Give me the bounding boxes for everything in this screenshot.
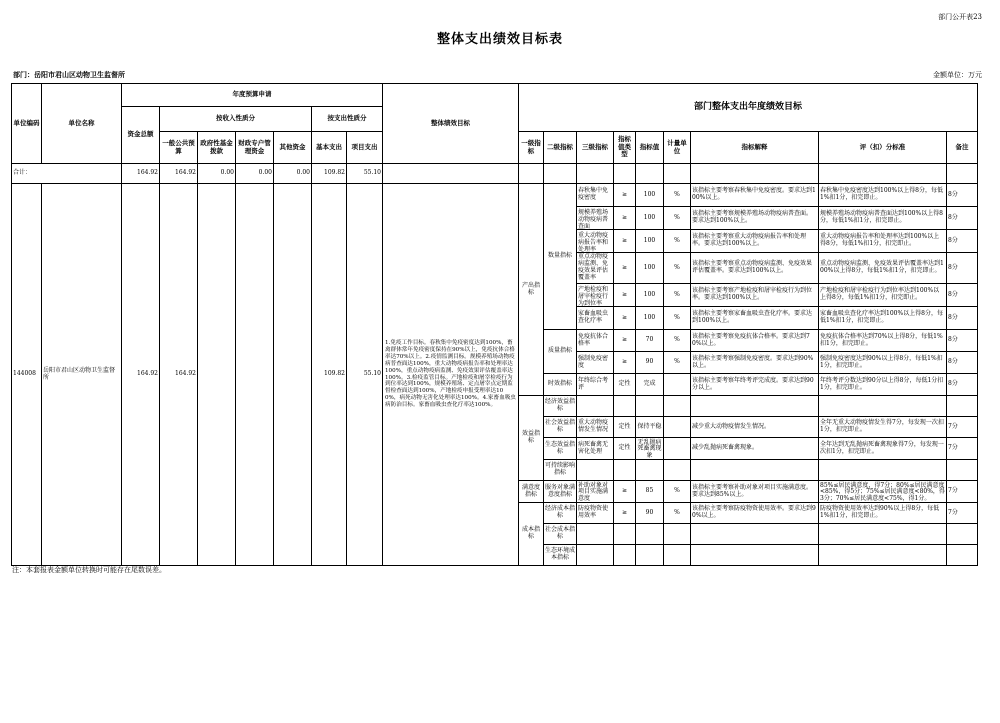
value-cell: 无乱抛病死畜禽现象 [637, 438, 662, 460]
value-cell: 100 [636, 307, 664, 330]
measure-unit-cell: % [664, 253, 691, 284]
l3-cell: 产地检疫和屠宰检疫行为到位率 [578, 286, 609, 307]
value-cell: 100 [636, 284, 664, 307]
value-cell: 90 [636, 503, 664, 524]
scoring-header: 评（扣）分标准 [819, 132, 947, 164]
remark-cell: 7分 [947, 481, 978, 503]
value-cell: 完成 [636, 374, 664, 396]
l1-satisfaction: 满意度指标 [519, 481, 544, 503]
project-exp-header: 项目支出 [347, 132, 383, 164]
footnote: 注：本套报表金额单位转换时可能存在尾数误差。 [12, 566, 166, 574]
value-type-cell: ≥ [614, 481, 636, 503]
total-special-value: 0.00 [236, 164, 274, 184]
l3-cell: 重点动物疫病监测、免疫效果评估覆盖率 [578, 253, 609, 281]
l1-benefit: 效益指标 [519, 396, 544, 481]
l2-eco-cost: 生态环境成本指标 [544, 545, 577, 566]
value-cell: 90 [636, 352, 664, 374]
score-cell: 春秋集中免疫密度达到100%以上得8分，每低1%扣1分，扣完即止。 [820, 187, 943, 201]
unit-code-header: 单位编码 [12, 84, 42, 164]
measure-unit-cell: % [664, 207, 691, 230]
value-type-cell: ≥ [614, 207, 636, 230]
value-cell: 100 [636, 207, 664, 230]
measure-unit-cell: % [664, 481, 691, 503]
total-funds-value: 164.92 [122, 164, 160, 184]
value-type-cell: ≥ [614, 184, 636, 207]
l3-cell: 重大动物疫病报告率和处理率 [578, 232, 609, 253]
measure-unit-cell [664, 417, 691, 438]
overall-goal-text: 1.免疫工作目标。春秋集中免疫密度达到100%，畜禽群体常年免疫密度保持在90%以上，免疫抗体合格率达70%以上。2.疫情监测目标。规模养殖场动物疫病普查面达100%，重大动物疫病报告率和处理率达100%，重点动物疫病监测、免疫效果评估覆盖率达100%。3.检疫监管目标。产地检疫和屠宰检疫行为到位率达到100%，规模养殖场、定点屠宰点定期监督检查面达到100%，产地检疫申报受理率达100%，病死动物无害化处理率达100%。4.家畜血吸虫病防治目标。家畜血吸虫查化疗率达100%。 [383, 184, 519, 566]
performance-table [11, 83, 978, 566]
value-type-cell: ≥ [614, 284, 636, 307]
by-expense-header: 按支出性质分 [312, 107, 383, 132]
value-type-cell: ≥ [614, 503, 636, 524]
measure-unit-cell: % [664, 284, 691, 307]
unit-name-header: 单位名称 [42, 84, 122, 164]
measure-unit-cell: % [664, 307, 691, 330]
score-cell: 产地检疫和屠宰检疫行为到位率达到100%以上得8分，每低1%扣1分，扣完即止。 [820, 287, 940, 301]
measure-unit-cell [664, 374, 691, 396]
score-cell: 重大动物疫病报告率和处理率达到100%以上得8分，每低1%扣1分，扣完即止。 [820, 233, 940, 247]
value-cell: 70 [636, 330, 664, 352]
explain-cell: 该指标主要考察产地检疫和屠宰检疫行为到位率。要求达到100%以上。 [692, 287, 813, 301]
explain-cell: 该指标主要考察免疫抗体合格率。要求达到70%以上。 [692, 332, 810, 347]
l3-cell: 免疫抗体合格率 [578, 332, 609, 347]
score-cell: 年终考评分数达到90分以上得8分，每低1分扣1分，扣完即止。 [820, 376, 944, 391]
value-type-cell: 定性 [614, 374, 636, 396]
l2-service: 服务对象满意度指标 [544, 481, 577, 503]
l3-cell: 防疫物资使用效率 [578, 505, 609, 519]
l2-timeliness: 时效指标 [544, 374, 577, 396]
explain-cell: 该指标主要考察强制免疫密度。要求达到90%以上。 [692, 354, 814, 369]
total-gov-value: 0.00 [198, 164, 236, 184]
remark-cell: 7分 [947, 503, 978, 524]
measure-unit-header: 计量单位 [664, 132, 691, 164]
measure-unit-cell: % [664, 184, 691, 207]
value-cell: 100 [636, 230, 664, 253]
l2-econ-cost: 经济成本指标 [544, 503, 577, 524]
explain-cell: 该指标主要考察防疫物资使用效率。要求达到90%以上。 [692, 505, 816, 519]
l2-sustainable: 可持续影响指标 [544, 460, 577, 481]
value-type-cell: ≥ [614, 307, 636, 330]
score-cell: 全年无重大动物疫情发生得7分，每发现一次扣1分，扣完即止。 [820, 419, 944, 433]
value-type-cell: 定性 [614, 417, 636, 438]
explain-cell: 减少乱抛病死畜禽现象。 [692, 444, 759, 452]
explain-cell: 该指标主要考察重点动物疫病监测、免疫效果评估覆盖率。要求达到100%以上。 [692, 260, 813, 274]
measure-unit-cell: % [664, 230, 691, 253]
l2-social-cost: 社会成本指标 [544, 524, 577, 545]
total-funds-header: 资金总额 [122, 107, 160, 164]
score-cell: 全年达到无乱抛病死畜禽现象得7分，每发现一次扣1分，扣完即止。 [820, 440, 944, 455]
l2-economic: 经济效益指标 [544, 396, 577, 417]
unit-code-cell: 144008 [12, 184, 42, 566]
unit-general-public: 164.92 [160, 184, 198, 566]
remark-cell: 8分 [947, 184, 978, 207]
value-cell: 100 [636, 184, 664, 207]
l3-cell: 年终综合考评 [578, 376, 609, 391]
explain-cell: 该指标主要考察补助对象对项目实施满意度。要求达到85%以上。 [692, 483, 813, 498]
l3-header: 三级指标 [577, 132, 614, 164]
explain-header: 指标解释 [691, 132, 819, 164]
page-title: 整体支出绩效目标表 [436, 32, 563, 47]
annual-budget-header: 年度预算申请 [122, 84, 383, 107]
department-label: 部门：岳阳市君山区动物卫生监督所 [13, 70, 125, 79]
score-cell: 强制免疫密度达到90%以上得8分，每低1%扣1分，扣完即止。 [820, 354, 943, 369]
explain-cell: 该指标主要考察春秋集中免疫密度。要求达到100%以上。 [692, 187, 816, 201]
total-basic-value: 109.82 [312, 164, 347, 184]
l3-cell: 春秋集中免疫密度 [578, 187, 609, 201]
l1-cost: 成本指标 [519, 503, 544, 566]
l1-output: 产出指标 [519, 184, 544, 396]
unit-total-funds: 164.92 [122, 184, 160, 566]
l2-quantity: 数量指标 [544, 184, 577, 330]
l3-cell: 家畜血吸虫查化疗率 [578, 310, 609, 324]
score-cell: 免疫抗体合格率达到70%以上得8分，每低1%扣1分，扣完即止。 [820, 332, 943, 347]
explain-cell: 该指标主要考察年终考评完成度。要求达到90分以上。 [692, 376, 814, 391]
dept-goal-header: 部门整体支出年度绩效目标 [519, 84, 978, 132]
remark-cell: 8分 [947, 374, 978, 396]
l3-cell: 重大动物疫情发生情况 [578, 419, 609, 433]
value-header: 指标值 [636, 132, 664, 164]
total-other-value: 0.00 [274, 164, 312, 184]
amount-unit-label: 金额单位：万元 [933, 71, 982, 79]
remark-cell: 7分 [947, 438, 978, 460]
remark-cell: 8分 [947, 253, 978, 284]
remark-cell: 7分 [947, 417, 978, 438]
measure-unit-cell: % [664, 503, 691, 524]
total-project-value: 55.10 [347, 164, 383, 184]
remark-cell: 8分 [947, 330, 978, 352]
measure-unit-cell [664, 438, 691, 460]
l2-social: 社会效益指标 [544, 417, 577, 438]
score-cell: 规模养殖场动物疫病普查面达到100%以上得8分，每低1%扣1分，扣完即止。 [820, 210, 943, 224]
l3-cell: 强制免疫密度 [578, 354, 609, 369]
total-label: 合计： [12, 164, 122, 184]
remark-header: 备注 [947, 132, 978, 164]
l3-cell: 补助对象对项目实施满意度 [578, 481, 609, 503]
l3-cell: 病死畜禽无害化处理 [578, 440, 609, 455]
remark-cell: 8分 [947, 307, 978, 330]
score-cell: 防疫物资使用效率达到90%以上得8分，每低1%扣1分，扣完即止。 [820, 505, 940, 519]
score-cell: 重点动物疫病监测、免疫效果评估覆盖率达到100%以上得8分，每低1%扣1分，扣完即止。 [820, 260, 944, 274]
total-row [12, 164, 978, 184]
value-type-cell: 定性 [614, 438, 636, 460]
remark-cell: 8分 [947, 230, 978, 253]
explain-cell: 减少重大动物疫情发生情况。 [692, 422, 771, 430]
other-fund-header: 其他资金 [274, 132, 312, 164]
remark-cell: 8分 [947, 352, 978, 374]
score-cell: 85%≤居民满意度，得7分；80%≤居民满意度<85%，得5分；75%≤居民满意度<80%，得3分；70%≤居民满意度<75%，得1分。 [820, 481, 945, 503]
explain-cell: 该指标主要考察家畜血吸虫查化疗率。要求达到100%以上。 [692, 310, 813, 324]
by-income-header: 按收入性质分 [160, 107, 312, 132]
overall-goal-header: 整体绩效目标 [383, 84, 519, 164]
l2-header: 二级指标 [544, 132, 577, 164]
l2-ecological: 生态效益指标 [544, 438, 577, 460]
unit-project-exp: 55.10 [347, 184, 383, 566]
general-public-header: 一般公共预算 [160, 132, 198, 164]
value-cell: 85 [636, 481, 664, 503]
unit-basic-exp: 109.82 [312, 184, 347, 566]
score-cell: 家畜血吸虫查化疗率达到100%以上得8分，每低1%扣1分，扣完即止。 [820, 310, 943, 324]
special-fund-header: 财政专户管理资金 [236, 132, 274, 164]
unit-name-cell: 岳阳市君山区动物卫生监督所 [42, 184, 122, 566]
value-type-cell: ≥ [614, 330, 636, 352]
l3-cell: 规模养殖场动物疫病普查面 [578, 209, 609, 230]
value-cell: 100 [636, 253, 664, 284]
gov-fund-header: 政府性基金拨款 [198, 132, 236, 164]
explain-cell: 该指标主要考察规模养殖场动物疫病普查面。要求达到100%以上。 [692, 210, 813, 224]
total-general-value: 164.92 [160, 164, 198, 184]
remark-cell: 8分 [947, 207, 978, 230]
remark-cell: 8分 [947, 284, 978, 307]
value-cell: 保持平稳 [636, 417, 664, 438]
indicator-row [12, 184, 978, 207]
explain-cell: 该指标主要考察重大动物疫病报告率和处理率。要求达到100%以上。 [692, 233, 807, 247]
l1-header: 一级指标 [519, 132, 544, 164]
value-type-header: 指标值类型 [614, 132, 636, 164]
value-type-cell: ≥ [614, 352, 636, 374]
basic-exp-header: 基本支出 [312, 132, 347, 164]
measure-unit-cell: % [664, 352, 691, 374]
measure-unit-cell: % [664, 330, 691, 352]
value-type-cell: ≥ [614, 253, 636, 284]
l2-quality: 质量指标 [544, 330, 577, 374]
value-type-cell: ≥ [614, 230, 636, 253]
table-number-label: 部门公开表23 [938, 13, 982, 21]
